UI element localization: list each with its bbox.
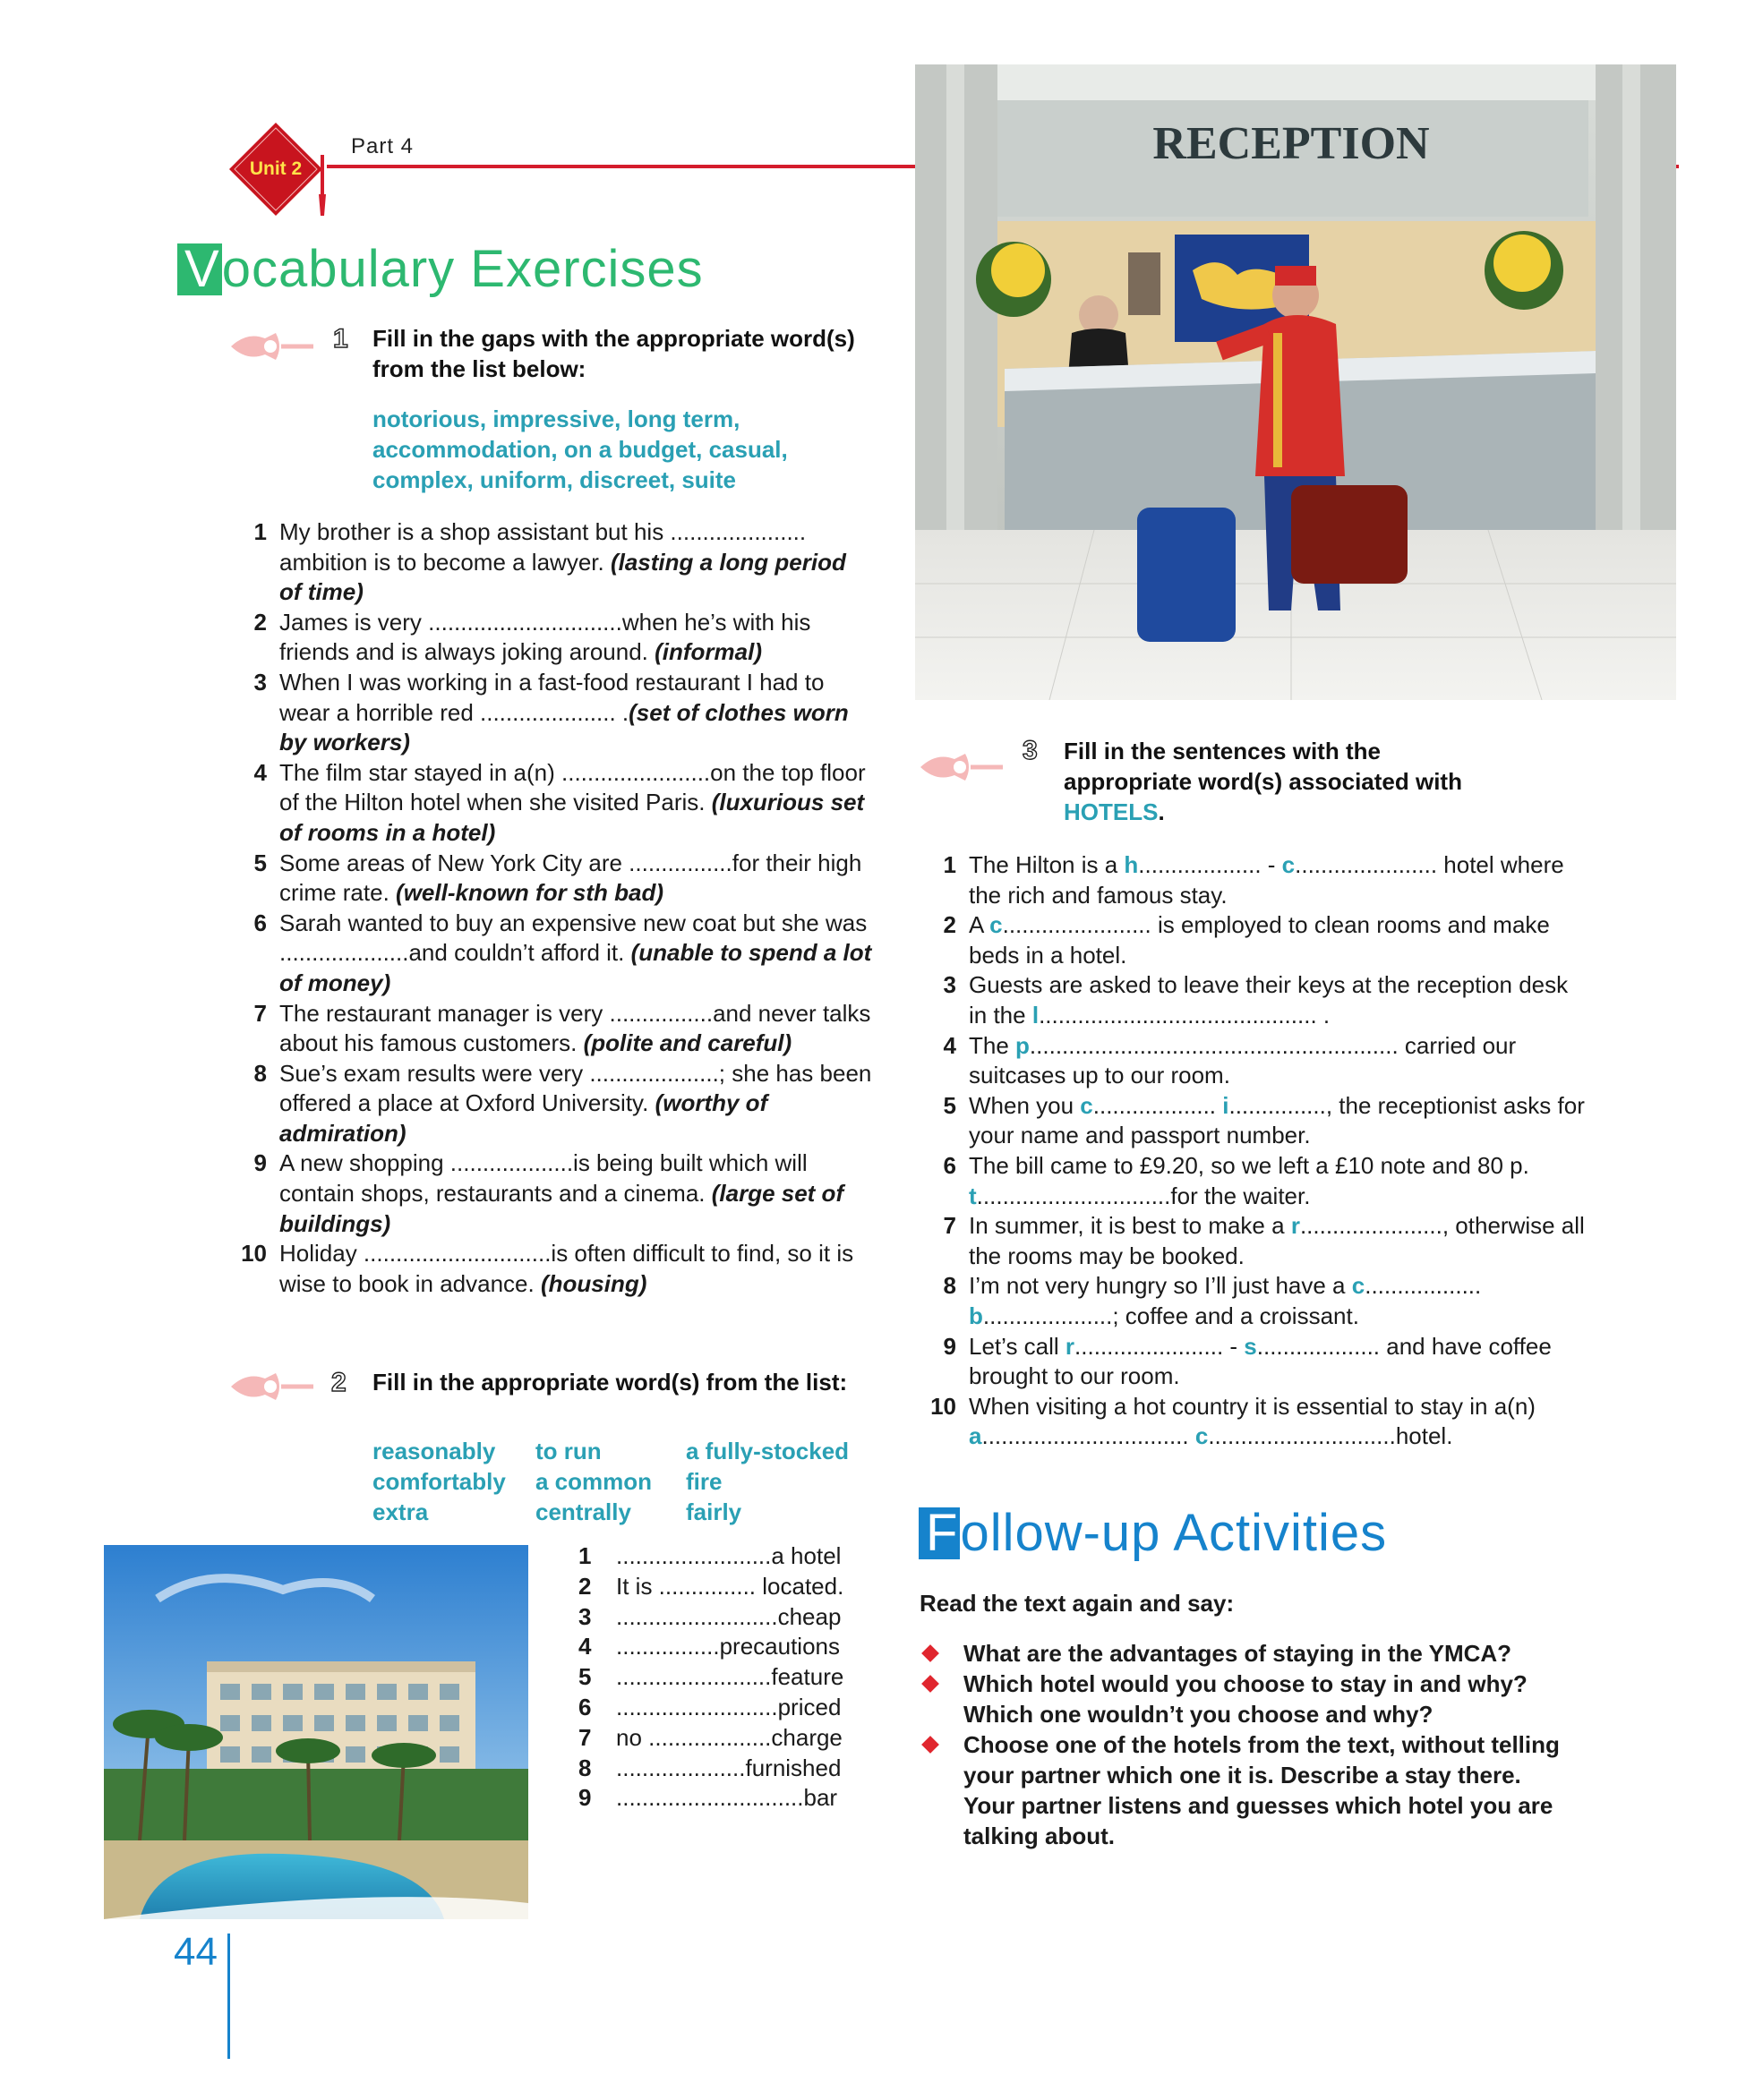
text-fragment: When you [969,1091,1081,1119]
list-item [922,1271,1585,1331]
item-text: My brother is a shop assistant but his ..................... ambition is to become a lawyer. (lasting a long period of time) [279,518,846,606]
text-fragment: ..............., the receptionist asks for your name and passport number. [969,1091,1585,1149]
exercise-3-instruction: Fill in the sentences with the appropriate word(s) associated with HOTELS. [1064,738,1462,825]
hotel-resort-photo [104,1545,528,1919]
list-item [922,1151,1585,1211]
list-item [578,1723,869,1754]
list-item [922,1211,1585,1271]
text-fragment: In summer, it is best to make a [969,1212,1291,1240]
text-fragment: The bill came to £9.20, so we left a £10 note and 80 p. [969,1151,1529,1179]
exercise-number: 2 [331,1368,347,1397]
item-hint: (polite and careful) [583,1029,792,1057]
word-option: fire [686,1468,723,1495]
item-number: 5 [943,1091,956,1119]
question-text: Which hotel would you choose to stay in and why? Which one wouldn’t you choose and why? [963,1670,1528,1728]
item-number: 7 [943,1212,956,1240]
list-item [922,850,1585,910]
text-fragment: ................................ [981,1422,1195,1450]
cue-letter: s [1244,1332,1257,1360]
cue-letter: c [1080,1091,1093,1119]
item-text: James is very ..............................when he’s with his friends and is always joking around. (informal) [279,608,811,666]
item-hint: (large set of buildings) [279,1180,844,1237]
item-text [969,1091,1585,1151]
item-text [969,850,1585,910]
exercise-number: 3 [1023,736,1038,765]
section-title-vocabulary: Vocabulary Exercises [177,243,704,295]
word-option: centrally [535,1498,631,1525]
text-fragment: ......................................................... carried our suitcases up to our room. [969,1031,1517,1089]
item-number: 8 [943,1272,956,1300]
cue-letter: c [1351,1272,1365,1300]
cue-letter: t [969,1182,977,1209]
cue-letter: c [989,911,1003,939]
item-number: 9 [253,1149,267,1177]
word-option: reasonably [372,1438,496,1464]
cue-letter: r [1290,1212,1300,1240]
follow-up-question [920,1669,1564,1729]
item-number: 1 [943,851,956,878]
item-text: ........................feature [616,1663,844,1691]
item-number: 6 [578,1693,592,1720]
exercise-3-items [922,850,1585,1452]
item-number: 7 [253,999,267,1027]
list-item [922,1091,1585,1151]
item-text [969,1392,1585,1452]
list-item [922,1392,1585,1452]
item-number: 10 [241,1240,267,1268]
item-number: 3 [943,971,956,999]
item-number: 2 [943,911,956,939]
text-fragment: .............................hotel. [1208,1422,1453,1450]
cue-letter: c [1281,851,1296,878]
part-label: Part 4 [351,134,415,158]
word-option: to run [535,1438,602,1464]
text-fragment: ................... [1092,1091,1223,1119]
list-item [578,1541,869,1572]
diamond-bullet-icon [921,1675,939,1693]
list-item [578,1572,869,1602]
list-item [233,1148,874,1239]
cue-letter: a [969,1422,982,1450]
item-number: 4 [578,1633,592,1660]
item-text [969,1211,1585,1271]
item-text: Sarah wanted to buy an expensive new coat but she was ....................and couldn’t afford it. (unable to spend a lot of money) [279,909,872,996]
item-number: 8 [253,1059,267,1087]
list-item [578,1662,869,1693]
text-fragment: Let’s call [969,1332,1066,1360]
exercise-pen-icon [919,748,1005,786]
item-text [969,1151,1585,1211]
item-number: 10 [930,1392,956,1420]
text-fragment: ...................... hotel where the rich and famous stay. [969,851,1564,909]
word-option: extra [372,1498,429,1525]
item-hint: (informal) [655,638,763,666]
cue-letter: r [1065,1332,1075,1360]
follow-up-questions [920,1638,1564,1851]
exercise-2-items [578,1541,869,1814]
list-item [922,970,1585,1030]
text-fragment: ..............................for the waiter. [976,1182,1311,1209]
word-option: comfortably [372,1468,506,1495]
exercise-pen-icon [229,328,315,365]
exercise-number: 1 [333,324,348,354]
item-number: 6 [943,1151,956,1179]
item-hint: (luxurious set of rooms in a hotel) [279,789,865,846]
page-number: 44 [174,1930,218,1974]
text-fragment: ....................... is employed to clean rooms and make beds in a hotel. [969,911,1550,969]
exercise-2-instruction: Fill in the appropriate word(s) from the list: [372,1369,848,1396]
item-number: 9 [578,1784,592,1812]
item-text: no ...................charge [616,1723,843,1751]
list-item [922,1031,1585,1091]
item-hint: (well-known for sth bad) [396,879,664,907]
list-item [578,1754,869,1784]
unit-label: Unit 2 [249,158,303,179]
item-number: 4 [253,758,267,786]
list-item [233,849,874,909]
exercise-pen-icon [229,1368,315,1405]
item-text [969,910,1585,970]
item-text: .........................priced [616,1693,842,1720]
list-item [233,999,874,1059]
word-option: a fully-stocked [686,1438,850,1464]
cue-letter: c [1194,1422,1209,1450]
item-number: 2 [578,1572,592,1600]
list-item [233,668,874,758]
text-fragment: ......................, otherwise all the rooms may be booked. [969,1212,1585,1269]
list-item [578,1693,869,1723]
item-text: Some areas of New York City are ................for their high crime rate. (well-known for sth bad) [279,849,862,907]
list-item [233,758,874,849]
item-hint: (worthy of admiration) [279,1089,768,1147]
question-text: Choose one of the hotels from the text, without telling your partner which one it is. Describe a stay there. Your partner listens and guesses which hotel you are talking about. [963,1731,1560,1849]
item-text: .............................bar [616,1784,838,1812]
text-fragment: ................... and have coffee brought to our room. [969,1332,1552,1390]
unit-badge [226,119,326,219]
item-number: 3 [578,1602,592,1630]
item-text: .........................cheap [616,1602,842,1630]
cue-letter: i [1222,1091,1229,1119]
text-fragment: Guests are asked to leave their keys at the reception desk in the [969,971,1569,1029]
diamond-bullet-icon [921,1644,939,1662]
exercise-1-wordlist: notorious, impressive, long term, accommodation, on a budget, casual, complex, uniform, discreet, suite [372,405,788,493]
item-text: Holiday .............................is often difficult to find, so it is wise to book in advance. (housing) [279,1240,854,1297]
page-number-rule [227,1934,230,2059]
text-fragment: ........................................... . [1039,1001,1331,1029]
item-hint: (set of clothes worn by workers) [279,698,849,756]
exercise-2-wordlist [372,1436,883,1527]
text-fragment: A [969,911,990,939]
item-number: 5 [253,849,267,876]
list-item [578,1632,869,1662]
follow-up-question [920,1729,1564,1851]
item-number: 4 [943,1031,956,1059]
follow-up-intro: Read the text again and say: [920,1590,1235,1617]
list-item [578,1783,869,1814]
item-text: The film star stayed in a(n) .......................on the top floor of the Hilton hotel when she visited Paris. (luxurious set of rooms in a hotel) [279,758,866,846]
section-title-follow-up: Follow-up Activities [919,1507,1387,1559]
cue-letter: l [1031,1001,1040,1029]
item-text: ....................furnished [616,1754,842,1781]
follow-up-question [920,1638,1564,1669]
list-item [922,1332,1585,1392]
item-text [969,1031,1585,1091]
item-number: 8 [578,1754,592,1781]
diamond-bullet-icon [921,1736,939,1754]
item-number: 5 [578,1663,592,1691]
item-hint: (housing) [540,1269,647,1297]
list-item [233,1239,874,1299]
list-item [922,910,1585,970]
text-fragment: The Hilton is a [969,851,1125,878]
item-text: A new shopping ...................is being built which will contain shops, restaurants and a cinema. (large set of buildings) [279,1149,844,1237]
item-text: ................precautions [616,1633,840,1660]
item-text [969,1271,1585,1331]
item-number: 9 [943,1332,956,1360]
text-fragment: .................. [1365,1272,1482,1300]
cue-letter: h [1124,851,1139,878]
hotel-reception-photo [915,64,1676,700]
text-fragment: I’m not very hungry so I’ll just have a [969,1272,1352,1300]
list-item [233,1059,874,1149]
text-fragment: When visiting a hot country it is essential to stay in a(n) [969,1392,1536,1420]
item-text: When I was working in a fast-food restaurant I had to wear a horrible red ..................... .(set of clothes worn by workers) [279,668,849,756]
item-hint: (lasting a long period of time) [279,548,846,606]
exercise-1-items [233,517,874,1299]
item-number: 3 [253,668,267,696]
text-fragment: ....................; coffee and a croissant. [982,1302,1359,1329]
item-text: Sue’s exam results were very ....................; she has been offered a place at Oxford University. (worthy of admiration) [279,1059,872,1147]
list-item [233,517,874,608]
item-number: 6 [253,909,267,936]
text-fragment: ....................... - [1074,1332,1245,1360]
item-text [969,1332,1585,1392]
item-text: The restaurant manager is very ................and never talks about his famous customers. (polite and careful) [279,999,871,1057]
text-fragment: The [969,1031,1016,1059]
item-text [969,970,1585,1030]
exercise-1-instruction: Fill in the gaps with the appropriate word(s) from the list below: [372,325,855,382]
reception-sign: RECEPTION [1152,118,1430,169]
word-option: a common [535,1468,653,1495]
item-number: 7 [578,1723,592,1751]
question-text: What are the advantages of staying in the YMCA? [963,1640,1512,1667]
list-item [233,608,874,668]
item-text: It is ............... located. [616,1572,844,1600]
list-item [233,909,874,999]
cue-letter: b [969,1302,983,1329]
list-item [578,1602,869,1633]
text-fragment: ................... - [1138,851,1282,878]
item-text: ........................a hotel [616,1542,842,1569]
word-option: fairly [686,1498,742,1525]
item-number: 1 [253,518,267,545]
item-hint: (unable to spend a lot of money) [279,939,872,996]
item-number: 1 [578,1542,592,1569]
cue-letter: p [1015,1031,1030,1059]
item-number: 2 [253,608,267,636]
